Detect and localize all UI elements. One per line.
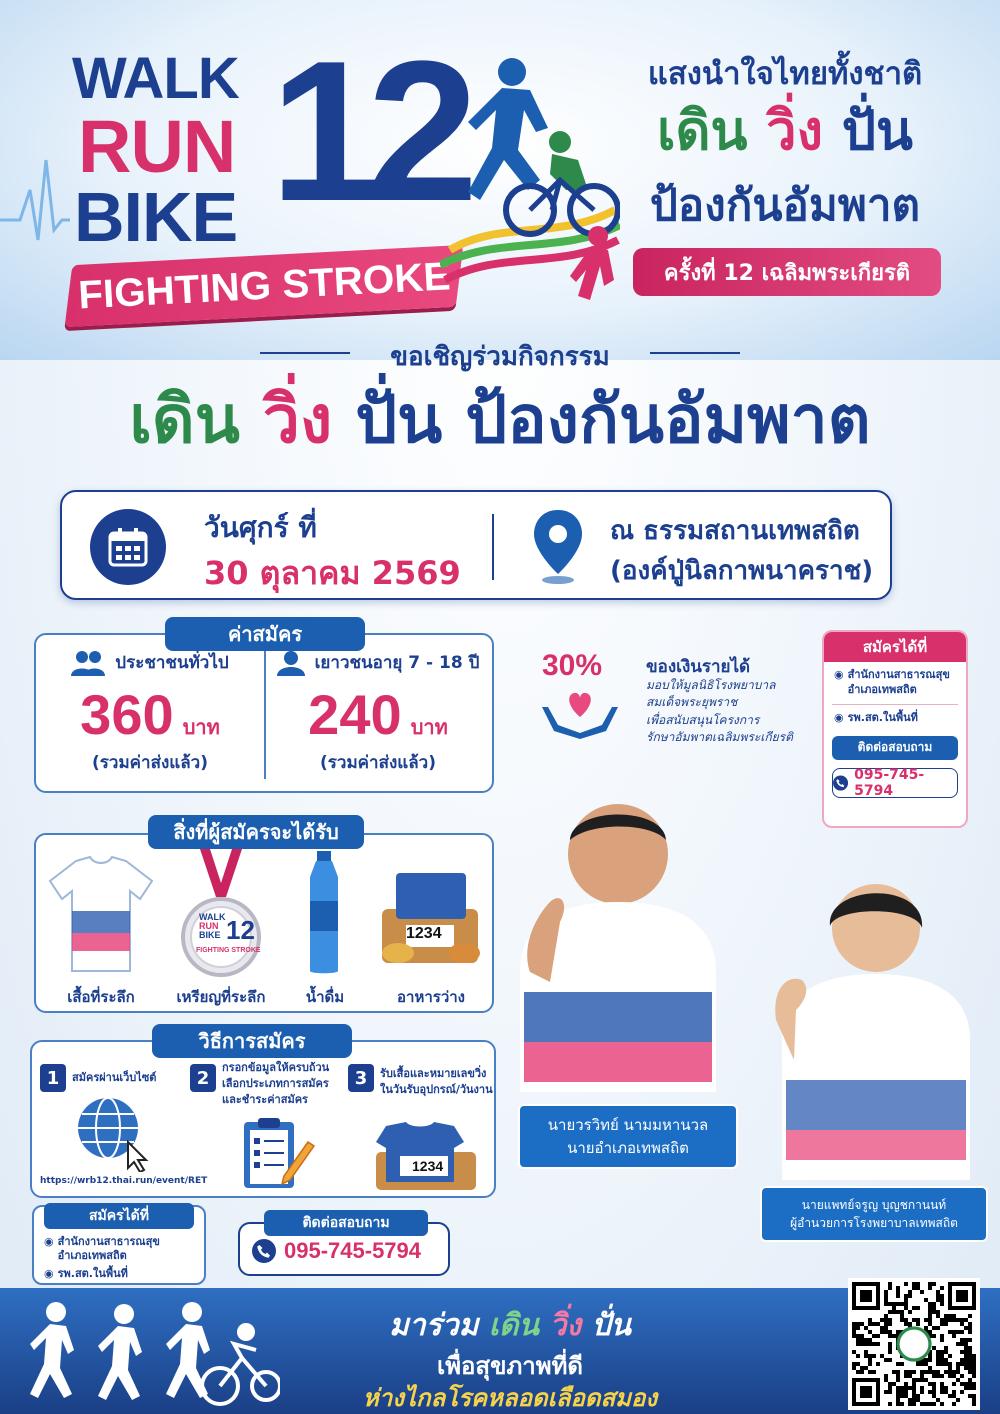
footer-line2: เพื่อสุขภาพที่ดี bbox=[436, 1352, 583, 1380]
donation-info bbox=[528, 645, 798, 755]
step-3-line: ในวันรับอุปกรณ์/วันงาน bbox=[380, 1082, 493, 1096]
step-3-line: รับเสื้อและหมายเลขวิ่ง bbox=[380, 1067, 487, 1080]
fee-general-category: ประชาชนทั่วไป bbox=[115, 653, 229, 673]
fee-section-label: ค่าสมัคร bbox=[165, 617, 365, 651]
register-box-right bbox=[822, 630, 968, 828]
step-2-line: และชำระค่าสมัคร bbox=[222, 1092, 308, 1106]
donation-line: สมเด็จพระยุพราช bbox=[646, 695, 738, 710]
shirt-and-bib-icon bbox=[372, 1122, 482, 1192]
receive-item-shirt: เสื้อที่ระลึก bbox=[67, 988, 135, 1006]
event-location-line2: (องค์ปู่นิลกาพนาคราช) bbox=[610, 556, 874, 586]
receive-box bbox=[34, 833, 494, 1013]
event-info-box bbox=[60, 490, 892, 600]
people-group-icon bbox=[71, 650, 105, 676]
contact-right-title: ติดต่อสอบถาม bbox=[832, 736, 958, 760]
step-2-text bbox=[222, 1060, 329, 1108]
qr-code-icon bbox=[852, 1282, 976, 1406]
headline-run: วิ่ง bbox=[262, 381, 333, 458]
fee-general-unit: บาท bbox=[182, 715, 220, 739]
header-title-walk: เดิน bbox=[657, 99, 748, 162]
person-1-title: นายอำเภอเทพสถิต bbox=[567, 1138, 689, 1157]
header-title-bike: ปั่น bbox=[841, 99, 913, 162]
register-left-place1 bbox=[44, 1235, 160, 1264]
donation-percent: 30% bbox=[542, 649, 603, 682]
donation-line: มอบให้มูลนิธิโรงพยาบาล bbox=[646, 678, 776, 692]
person-2-name: นายแพทย์จรูญ บุญชกานนท์ bbox=[801, 1198, 947, 1212]
map-pin-icon: ◉ bbox=[834, 668, 844, 681]
map-pin-icon: ◉ bbox=[44, 1267, 54, 1280]
globe-cursor-icon bbox=[72, 1092, 152, 1172]
event-date-label: วันศุกร์ ที่ bbox=[204, 511, 317, 544]
headline-bike: ปั่น bbox=[355, 381, 443, 458]
fee-youth bbox=[268, 649, 488, 776]
register-left-title: สมัครได้ที่ bbox=[44, 1203, 194, 1229]
runners-silhouette-icon bbox=[20, 1298, 280, 1408]
event-logo bbox=[60, 20, 465, 330]
register-right-place2 bbox=[824, 705, 966, 726]
howto-section-label: วิธีการสมัคร bbox=[152, 1024, 352, 1058]
register-right-place2-text: รพ.สต.ในพื้นที่ bbox=[847, 710, 918, 724]
medal-text-run: RUN bbox=[199, 921, 219, 931]
headline-rest: ป้องกันอัมพาต bbox=[465, 381, 871, 458]
register-right-place1-text: สำนักงานสาธารณสุข อำเภอเทพสถิต bbox=[847, 668, 950, 696]
header-title bbox=[615, 100, 955, 162]
register-right-title: สมัครได้ที่ bbox=[824, 632, 966, 662]
water-bottle-icon bbox=[304, 851, 344, 975]
footer-bike: ปั่น bbox=[591, 1308, 632, 1343]
invite-label: ขอเชิญร่วมกิจกรรม bbox=[250, 336, 750, 377]
fee-box bbox=[34, 633, 494, 793]
contact-right-phone-text: 095-745-5794 bbox=[854, 766, 925, 799]
fee-youth-note: (รวมค่าส่งแล้ว) bbox=[320, 753, 436, 773]
contact-left-title: ติดต่อสอบถาม bbox=[264, 1210, 428, 1236]
header-times-badge: ครั้งที่ 12 เฉลิมพระเกียรติ bbox=[633, 248, 941, 296]
donation-title: ของเงินรายได้ bbox=[646, 657, 751, 677]
logo-number: 12 bbox=[270, 20, 465, 243]
medal-number: 12 bbox=[226, 915, 255, 945]
person-1-name: นายวรวิทย์ นามมหานวล bbox=[547, 1116, 709, 1134]
register-left-place1-line2: อำเภอเทพสถิต bbox=[57, 1249, 127, 1263]
step-1-number: 1 bbox=[40, 1064, 66, 1092]
fee-youth-unit: บาท bbox=[410, 715, 448, 739]
athletes-illustration-icon bbox=[440, 50, 620, 330]
snack-icon bbox=[376, 869, 484, 969]
fee-youth-price: 240 bbox=[308, 683, 402, 746]
header-subtitle: ป้องกันอัมพาต bbox=[649, 180, 921, 231]
step-2-number: 2 bbox=[190, 1064, 216, 1092]
location-pin-icon bbox=[530, 508, 586, 586]
tshirt-icon bbox=[46, 855, 156, 975]
logo-ribbon-text: FIGHTING STROKE bbox=[76, 254, 452, 317]
contact-box-left bbox=[238, 1215, 450, 1276]
person-1-name-card bbox=[518, 1104, 738, 1169]
invite-headline bbox=[40, 381, 960, 458]
fee-general-note: (รวมค่าส่งแล้ว) bbox=[92, 753, 208, 773]
receive-item-snack: อาหารว่าง bbox=[397, 988, 465, 1006]
footer-line1 bbox=[300, 1302, 720, 1349]
fee-general bbox=[40, 649, 260, 776]
register-url[interactable]: https://wrb12.thai.run/event/RET bbox=[40, 1176, 208, 1186]
registration-qr-code[interactable] bbox=[848, 1278, 980, 1410]
footer-run: วิ่ง bbox=[549, 1308, 581, 1343]
bib-number: 1234 bbox=[406, 925, 442, 942]
donation-line: รักษาอัมพาตเฉลิมพระเกียรติ bbox=[646, 730, 793, 745]
info-divider bbox=[492, 514, 494, 580]
receive-item-water: น้ำดื่ม bbox=[305, 988, 345, 1006]
fee-divider bbox=[264, 649, 266, 779]
logo-ribbon bbox=[65, 245, 464, 327]
event-location-line1: ณ ธรรมสถานเทพสถิต bbox=[610, 516, 860, 546]
logo-bike: BIKE bbox=[74, 178, 238, 256]
howto-box bbox=[30, 1040, 496, 1198]
receive-item-medal: เหรียญที่ระลึก bbox=[176, 988, 266, 1006]
logo-run: RUN bbox=[78, 105, 236, 188]
receive-section-label: สิ่งที่ผู้สมัครจะได้รับ bbox=[148, 815, 364, 849]
step-1-text: สมัครผ่านเว็บไซต์ bbox=[72, 1071, 157, 1084]
register-left-place1-line1: สำนักงานสาธารณสุข bbox=[57, 1235, 160, 1248]
calendar-icon bbox=[90, 509, 166, 585]
footer-line3: ห่างไกลโรคหลอดเลือดสมอง bbox=[362, 1384, 658, 1412]
register-box-left bbox=[32, 1205, 206, 1285]
footer-walk: เดิน bbox=[488, 1308, 540, 1343]
header-title-run: วิ่ง bbox=[766, 99, 823, 162]
heart-hands-icon bbox=[538, 687, 622, 745]
person-photo-1 bbox=[500, 792, 730, 1092]
step-3-text bbox=[380, 1066, 493, 1098]
fee-youth-category: เยาวชนอายุ 7 - 18 ปี bbox=[314, 653, 480, 673]
person-2-title: ผู้อำนวยการโรงพยาบาลเทพสถิต bbox=[790, 1216, 958, 1230]
map-pin-icon: ◉ bbox=[834, 710, 844, 724]
youth-person-icon bbox=[277, 650, 305, 676]
phone-icon bbox=[252, 1239, 276, 1263]
donation-description bbox=[646, 677, 806, 747]
step-3-number: 3 bbox=[348, 1064, 374, 1092]
footer-line1-prefix: มาร่วม bbox=[388, 1308, 479, 1343]
clipboard-form-icon bbox=[236, 1114, 316, 1194]
medal-text-walk: WALK bbox=[199, 912, 226, 922]
register-right-place1 bbox=[824, 662, 966, 698]
contact-left-phone[interactable] bbox=[252, 1238, 421, 1264]
donation-line: เพื่อสนับสนุนโครงการ bbox=[646, 712, 760, 727]
contact-right-phone[interactable] bbox=[832, 768, 958, 798]
event-date-value: 30 ตุลาคม 2569 bbox=[204, 554, 461, 592]
bib-number-small: 1234 bbox=[412, 1158, 444, 1174]
header-tagline: แสงนำใจไทยทั้งชาติ bbox=[647, 56, 923, 92]
map-pin-icon: ◉ bbox=[44, 1235, 54, 1248]
contact-left-phone-text: 095-745-5794 bbox=[284, 1238, 422, 1263]
medal-text-bike: BIKE bbox=[199, 930, 221, 940]
phone-icon bbox=[833, 775, 848, 791]
fee-general-price: 360 bbox=[80, 683, 174, 746]
headline-walk: เดิน bbox=[129, 381, 240, 458]
step-2-line: กรอกข้อมูลให้ครบถ้วน bbox=[222, 1061, 330, 1074]
register-left-place2 bbox=[44, 1267, 128, 1281]
step-2-line: เลือกประเภทการสมัคร bbox=[222, 1076, 329, 1090]
medal-ribbon-text: FIGHTING STROKE bbox=[196, 947, 261, 954]
register-left-place2-text: รพ.สต.ในพื้นที่ bbox=[57, 1267, 128, 1280]
person-2-name-card bbox=[760, 1186, 988, 1242]
person-photo-2 bbox=[766, 870, 986, 1180]
medal-text bbox=[199, 913, 226, 940]
logo-walk: WALK bbox=[72, 46, 239, 111]
register-left-place1-text bbox=[58, 1235, 160, 1264]
